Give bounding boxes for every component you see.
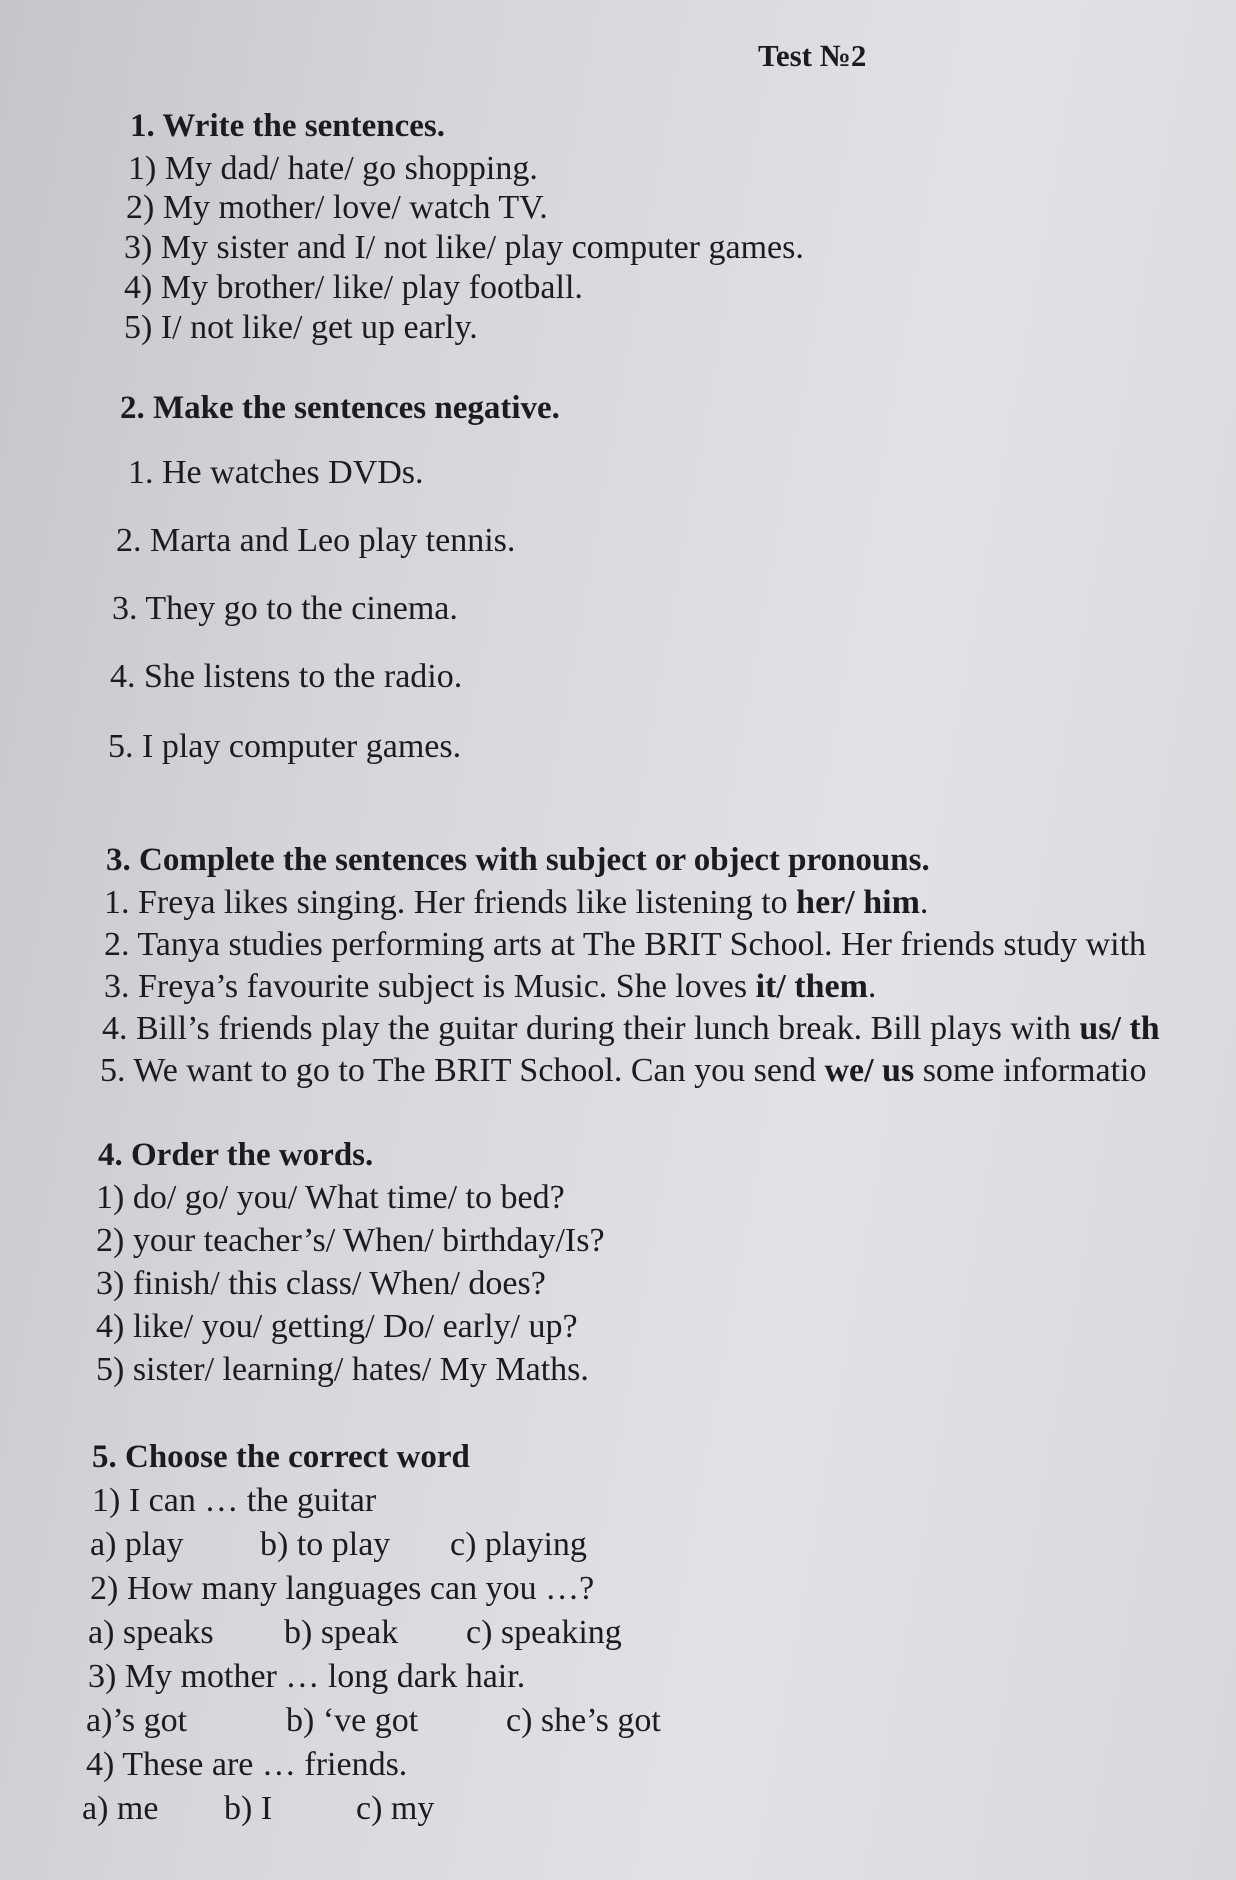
sentence-tail: some informatio <box>914 1052 1147 1089</box>
page-title: Test №2 <box>758 38 867 73</box>
section-4-heading: 4. Order the words. <box>98 1137 374 1173</box>
section-1-item: 2) My mother/ love/ watch TV. <box>126 189 548 226</box>
question: 2) How many languages can you …? <box>90 1570 595 1607</box>
sentence-text: 2. Tanya studies performing arts at The BRIT School. Her friends study with <box>104 926 1147 963</box>
section-4-item: 1) do/ go/ you/ What time/ to bed? <box>96 1179 565 1216</box>
pronoun-choice: us/ th <box>1079 1010 1160 1047</box>
question: 4) These are … friends. <box>86 1746 408 1783</box>
section-4-item: 3) finish/ this class/ When/ does? <box>96 1265 546 1302</box>
section-3-heading: 3. Complete the sentences with subject or object pronouns. <box>106 842 930 878</box>
sentence-text: 3. Freya’s favourite subject is Music. She loves <box>104 968 756 1005</box>
section-2-item: 1. He watches DVDs. <box>128 454 424 491</box>
section-3-item <box>102 1010 1160 1048</box>
section-1-item: 5) I/ not like/ get up early. <box>124 309 478 346</box>
section-3-item <box>104 968 876 1006</box>
section-1-item: 3) My sister and I/ not like/ play computer games. <box>124 229 804 266</box>
section-3-item <box>104 926 1146 964</box>
section-2-item: 5. I play computer games. <box>108 728 462 765</box>
sentence-text: 5. We want to go to The BRIT School. Can you send <box>100 1052 825 1089</box>
sentence-text: 4. Bill’s friends play the guitar during their lunch break. Bill plays with <box>102 1010 1080 1047</box>
option-c: c) speaking <box>466 1614 622 1651</box>
section-2-item: 4. She listens to the radio. <box>110 658 463 695</box>
option-c: c) she’s got <box>506 1702 661 1739</box>
section-3-item <box>100 1052 1146 1090</box>
section-4-item: 2) your teacher’s/ When/ birthday/Is? <box>96 1222 605 1259</box>
option-a: a) play <box>90 1526 184 1563</box>
option-a: a) speaks <box>88 1614 214 1651</box>
pronoun-choice: we/ us <box>824 1052 915 1089</box>
section-2-heading: 2. Make the sentences negative. <box>120 390 560 426</box>
option-b: b) ‘ve got <box>286 1702 419 1739</box>
section-2-item: 3. They go to the cinema. <box>112 590 458 627</box>
section-2-item: 2. Marta and Leo play tennis. <box>116 522 516 559</box>
answer-options <box>82 1790 434 1828</box>
section-1-heading: 1. Write the sentences. <box>130 108 445 144</box>
sentence-text: 1. Freya likes singing. Her friends like listening to <box>104 884 797 921</box>
section-4-item: 5) sister/ learning/ hates/ My Maths. <box>96 1351 589 1388</box>
option-a: a)’s got <box>86 1702 188 1739</box>
section-1-item: 1) My dad/ hate/ go shopping. <box>128 150 538 187</box>
answer-options <box>88 1614 622 1652</box>
answer-options <box>90 1526 587 1564</box>
answer-options <box>86 1702 661 1740</box>
option-b: b) speak <box>284 1614 399 1651</box>
sentence-tail: . <box>919 884 929 921</box>
option-b: b) I <box>224 1790 273 1827</box>
section-1-item: 4) My brother/ like/ play football. <box>124 269 583 306</box>
question: 3) My mother … long dark hair. <box>88 1658 526 1695</box>
section-5-heading: 5. Choose the correct word <box>92 1439 470 1475</box>
pronoun-choice: it/ them <box>755 968 868 1005</box>
option-c: c) playing <box>450 1526 587 1563</box>
section-3-item <box>104 884 928 922</box>
option-b: b) to play <box>260 1526 391 1563</box>
question: 1) I can … the guitar <box>92 1482 377 1519</box>
pronoun-choice: her/ him <box>796 884 920 921</box>
sentence-tail: . <box>867 968 877 1005</box>
option-c: c) my <box>356 1790 435 1827</box>
section-4-item: 4) like/ you/ getting/ Do/ early/ up? <box>96 1308 578 1345</box>
option-a: a) me <box>82 1790 159 1827</box>
